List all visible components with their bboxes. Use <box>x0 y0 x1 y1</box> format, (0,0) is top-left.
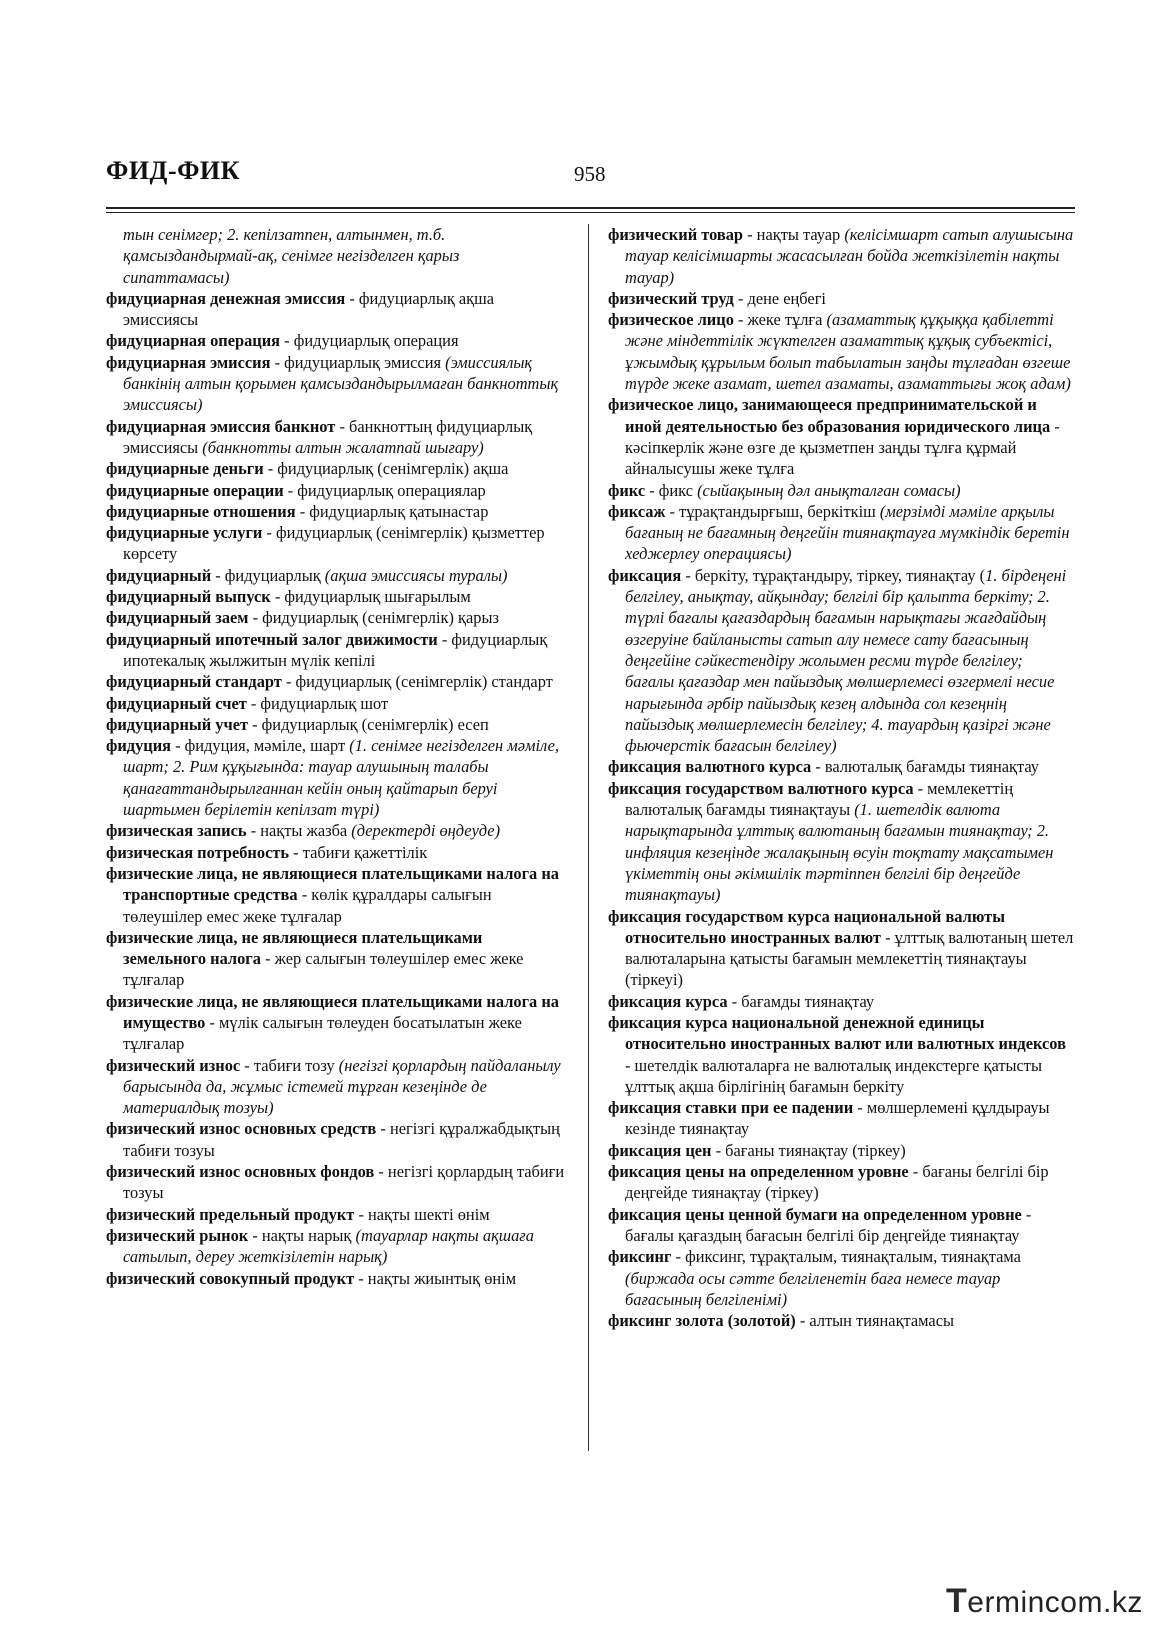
dictionary-entry <box>106 1204 568 1225</box>
entry-term: физическое лицо <box>608 310 734 330</box>
entry-translation: - бағамды тиянақтау <box>727 991 875 1011</box>
entry-translation: - фиксинг, тұрақталым, тиянақталым, тиянақтама <box>671 1247 1021 1267</box>
entry-note: (негізгі қорлардың пайдаланылу барысында да, жұмыс істемей тұрған кезеңінде де материалдық тозуы) <box>123 1055 561 1118</box>
dictionary-entry <box>106 863 568 927</box>
dictionary-entry <box>106 820 568 841</box>
entry-translation: - мемлекеттің валюталық бағамды тиянақтауы <box>625 778 1014 820</box>
dictionary-entry <box>106 288 568 331</box>
watermark-logo-letter: T <box>946 1582 968 1620</box>
dictionary-entry <box>608 480 1074 501</box>
entry-translation: - фидуциарлық шот <box>246 693 389 713</box>
entry-translation: - табиғи қажеттілік <box>289 842 428 862</box>
entry-translation: - фидуциарлық операция <box>280 331 459 351</box>
entry-term: фидуциарный <box>106 565 212 585</box>
entry-note: (азаматтық құқыққа қабілетті және міндеттілік жүктелген азаматтық құқық субъектісі, ұжымдық құрылым болып табылатын заңды тұлғадан өзгеше түрде жеке азамат, шетел азаматы, азаматтығы жоқ адам) <box>625 310 1071 394</box>
entry-translation: - ұлттық валютаның шетел валюталарына қатысты бағамын мемлекеттің тиянақтауы (тіркеуі) <box>625 927 1074 990</box>
entry-note: тын сенімгер; 2. кепілзатпен, алтынмен, т.б. қамсыздандырмай-ақ, сенімге негізделген қарыз сипаттамасы) <box>123 225 460 287</box>
dictionary-entry <box>608 1140 1074 1161</box>
entry-term: фиксация государством валютного курса <box>608 778 914 798</box>
dictionary-entry <box>106 352 568 416</box>
entry-term: фиксация ставки при ее падении <box>608 1098 854 1118</box>
entry-term: фидуциарные операции <box>106 480 284 500</box>
entry-note: (эмиссиялық банкінің алтын қорымен қамсыздандырылмаған банкноттық эмиссиясы) <box>123 352 559 415</box>
entry-translation: - фидуциарлық (сенімгерлік) қарыз <box>248 608 499 628</box>
entry-term: фидуциарная эмиссия <box>106 352 271 372</box>
entry-translation: - фидуциарлық қатынастар <box>295 501 489 521</box>
entry-translation: - фидуциарлық операциялар <box>283 480 486 500</box>
dictionary-entry <box>106 927 568 991</box>
entry-term: фиксация цен <box>608 1140 712 1160</box>
entry-term: фиксация курса национальной денежной единицы относительно иностранных валют или валютных индексов <box>608 1012 1066 1054</box>
header-rule-thin <box>106 212 1075 213</box>
dictionary-entry <box>106 629 568 672</box>
dictionary-entry <box>608 991 1074 1012</box>
dictionary-entry <box>106 735 568 820</box>
dictionary-entry <box>608 1161 1074 1204</box>
entry-translation: - бағаны белгілі бір деңгейде тиянақтау (тіркеу) <box>625 1162 1049 1203</box>
entry-translation: - фидуциарлық эмиссия <box>270 352 446 372</box>
entry-term: фиксация курса <box>608 991 728 1011</box>
dictionary-entry <box>106 1225 568 1268</box>
dictionary-entry <box>608 501 1074 565</box>
dictionary-entry <box>608 1012 1074 1097</box>
column-divider <box>588 224 589 1451</box>
entry-translation: - бағаны тиянақтау (тіркеу) <box>711 1140 906 1160</box>
entry-note: 1. бірдеңені белгілеу, анықтау, айқындау; белгілі бір қалыпта беркіту; 2. түрлі бағалы қағаздардың бағамын нарықтағы жағдайдың өзгеруіне байланысты сатып алу немесе сату бағасының деңгейіне сәйкестендіру жолымен ресми түрде белгілеу; бағалы қағаздар мен пайыздық мөлшерлемесі өзгермелі несие нарығында әрбір пайыздық кезең алдында сол кезеңнің пайыздық мөлшерлемесін белгілеу; 4. тауардың қазіргі және фьючерстік бағасын белгілеу) <box>625 565 1067 756</box>
entry-translation: - жеке тұлға <box>733 310 827 330</box>
entry-term: фидуциарный выпуск <box>106 587 271 607</box>
watermark-text: ermincom <box>967 1586 1103 1619</box>
site-watermark <box>946 1582 1143 1621</box>
entry-translation: - негізгі құралжабдықтың табиғи тозуы <box>123 1119 560 1160</box>
page-number: 958 <box>574 162 606 186</box>
entry-note: (келісімшарт сатып алушысына тауар келісімшарты жасасылған бойда жеткізілетін нақты тауар) <box>625 225 1074 287</box>
entry-note: (1. шетелдік валюта нарықтарында ұлттық валютаның бағамын тиянақтау; 2. инфляция кезеңінде жалақының өсуін тоқтату мақсатымен үкіметтің оны әкімшілік тәртіппен белгілі бір деңгейде тиянақтауы) <box>625 800 1054 905</box>
dictionary-entry <box>106 330 568 351</box>
entry-translation: - валюталық бағамды тиянақтау <box>811 757 1040 777</box>
entry-term: физический износ основных средств <box>106 1119 377 1139</box>
entry-translation: - фикс <box>645 480 698 500</box>
dictionary-entry <box>106 671 568 692</box>
entry-term: фиксинг <box>608 1247 672 1267</box>
dictionary-entry <box>106 501 568 522</box>
entry-term: физические лица, не являющиеся плательщиками земельного налога <box>106 927 483 969</box>
dictionary-entry <box>608 309 1074 394</box>
entry-translation: - бағалы қағаздың бағасын белгілі бір деңгейде тиянақтау <box>625 1204 1032 1245</box>
dictionary-entry <box>608 1097 1074 1140</box>
entry-term: фидуциарный счет <box>106 693 247 713</box>
dictionary-entry <box>106 1055 568 1119</box>
entry-term: физический труд <box>608 288 734 308</box>
entry-term: фидуциарная операция <box>106 331 281 351</box>
entry-translation: - фидуциарлық шығарылым <box>270 587 471 607</box>
entry-note: (биржада осы сәтте белгіленетін баға немесе тауар бағасының белгіленімі) <box>625 1268 1001 1309</box>
entry-term: фиксация государством курса национальной валюты относительно иностранных валют <box>608 906 1005 947</box>
dictionary-entry <box>106 416 568 459</box>
entry-translation: - беркіту, тұрақтандыру, тіркеу, тиянақтау ( <box>681 565 986 585</box>
entry-translation: - нақты тауар <box>743 225 845 244</box>
entry-translation: - фидуциарлық (сенімгерлік) есеп <box>248 714 489 734</box>
dictionary-entry <box>106 1268 568 1289</box>
dictionary-entry <box>106 480 568 501</box>
dictionary-entry <box>106 224 568 288</box>
entry-term: фидуциарный заем <box>106 608 249 628</box>
entry-translation: - банкноттың фидуциарлық эмиссиясы <box>123 416 533 457</box>
entry-term: физические лица, не являющиеся плательщиками налога на имущество <box>106 991 559 1032</box>
watermark-domain: .kz <box>1102 1586 1143 1619</box>
entry-term: фидуциарные деньги <box>106 459 264 479</box>
entry-translation: - фидуциарлық ипотекалық жылжитын мүлік кепілі <box>123 629 548 670</box>
entry-translation: - фидуциарлық (сенімгерлік) стандарт <box>281 672 553 692</box>
entry-term: фидуциарный ипотечный залог движимости <box>106 629 438 649</box>
dictionary-entry <box>106 586 568 607</box>
dictionary-entry <box>608 288 1074 309</box>
dictionary-entry <box>106 522 568 565</box>
entry-translation: - нақты шекті өнім <box>354 1204 490 1224</box>
entry-note: (сыйақының дәл анықталған сомасы) <box>697 480 961 500</box>
entry-term: физическая запись <box>106 821 247 841</box>
dictionary-entry <box>106 714 568 735</box>
entry-translation: - алтын тиянақтамасы <box>795 1311 954 1331</box>
entry-term: физический товар <box>608 225 744 244</box>
dictionary-entry <box>608 394 1074 479</box>
entry-note: (мерзімді мәміле арқылы бағаның не бағамның деңгейін тиянақтауға мүмкіндік беретін хеджерлеу операциясы) <box>625 501 1070 564</box>
entry-term: фиксация цены на определенном уровне <box>608 1162 909 1182</box>
entry-translation: - фидуциарлық (сенімгерлік) қызметтер көрсету <box>123 523 545 564</box>
dictionary-entry <box>106 991 568 1055</box>
entry-translation: - фидуциарлық <box>211 565 325 585</box>
entry-term: фидуциарная денежная эмиссия <box>106 288 346 308</box>
dictionary-entry <box>608 224 1074 288</box>
dictionary-entry <box>106 607 568 628</box>
entry-term: фиксаж <box>608 501 666 521</box>
entry-term: фиксация цены ценной бумаги на определенном уровне <box>608 1204 1022 1224</box>
entry-translation: - шетелдік валюталарға не валюталық индекстерге қатысты ұлттық ақша бірлігінің бағамын беркіту <box>625 1055 1042 1096</box>
dictionary-entry <box>608 778 1074 906</box>
entry-translation: - кәсіпкерлік және өзге де қызметпен заңды тұлға құрмай айналысушы жеке тұлға <box>625 416 1060 479</box>
entry-translation: - мүлік салығын төлеуден босатылатын жеке тұлғалар <box>123 1012 522 1054</box>
entry-translation: - фидуция, мәміле, шарт <box>171 736 350 756</box>
entry-term: фикс <box>608 480 646 500</box>
entry-note: (тауарлар нақты ақшаға сатылып, дереу жеткізілетін нарық) <box>123 1225 534 1267</box>
entry-term: физическая потребность <box>106 842 290 862</box>
entry-term: физический предельный продукт <box>106 1204 355 1224</box>
entry-term: физические лица, не являющиеся плательщиками налога на транспортные средства <box>106 863 559 905</box>
entry-term: физический рынок <box>106 1225 249 1245</box>
entry-term: фидуциарный стандарт <box>106 672 282 692</box>
header-rule <box>106 207 1075 209</box>
entry-term: фидуция <box>106 736 172 756</box>
dictionary-entry <box>106 693 568 714</box>
entry-term: физический совокупный продукт <box>106 1268 355 1288</box>
entry-translation: - табиғи тозу <box>240 1055 339 1075</box>
entry-translation: - нақты нарық <box>248 1225 356 1245</box>
entry-term: физический износ <box>106 1055 241 1075</box>
entry-term: фидуциарные отношения <box>106 501 296 521</box>
entry-term: фиксация <box>608 565 682 585</box>
dictionary-entry <box>106 1118 568 1161</box>
dictionary-entry <box>608 1310 1074 1331</box>
dictionary-entry <box>608 1204 1074 1247</box>
entry-translation: - тұрақтандырғыш, беркіткіш <box>665 501 880 521</box>
entry-translation: - негізгі қорлардың табиғи тозуы <box>123 1162 565 1203</box>
entry-translation: - нақты жазба <box>246 821 352 841</box>
entry-translation: - көлік құралдары салығын төлеушілер емес жеке тұлғалар <box>123 885 492 926</box>
dictionary-entry <box>106 1161 568 1204</box>
dictionary-entry <box>608 906 1074 991</box>
entry-term: фидуциарный учет <box>106 714 249 734</box>
entry-translation: - мөлшерлемені құлдырауы кезінде тиянақтау <box>625 1098 1050 1139</box>
entry-translation: - нақты жиынтық өнім <box>354 1268 517 1288</box>
entry-note: (банкнотты алтын жалатпай шығару) <box>202 437 484 457</box>
dictionary-entry <box>608 1246 1074 1310</box>
entry-term: фиксация валютного курса <box>608 757 812 777</box>
running-header: ФИД-ФИК <box>106 156 241 185</box>
dictionary-entry <box>608 756 1074 777</box>
entry-term: фидуциарная эмиссия банкнот <box>106 416 336 436</box>
entry-note: (1. сенімге негізделген мәміле, шарт; 2. Рим құқығында: тауар алушының талабы қанағаттандырылғаннан кейін оның қайтарып беруі шартымен берілетін кепілзат түрі) <box>123 736 559 820</box>
entry-note: (деректерді өңдеуде) <box>351 821 501 841</box>
entry-term: фиксинг золота (золотой) <box>608 1311 796 1331</box>
entry-term: фидуциарные услуги <box>106 523 263 543</box>
left-column <box>106 224 568 1289</box>
entry-term: физический износ основных фондов <box>106 1162 375 1182</box>
right-column <box>608 224 1074 1331</box>
entry-note: (ақша эмиссиясы туралы) <box>324 565 508 585</box>
entry-translation: - фидуциарлық (сенімгерлік) ақша <box>263 459 509 479</box>
dictionary-entry <box>106 565 568 586</box>
entry-translation: - жер салығын төлеушілер емес жеке тұлғалар <box>123 949 524 990</box>
entry-translation: - фидуциарлық ақша эмиссиясы <box>123 288 495 330</box>
dictionary-entry <box>106 458 568 479</box>
entry-translation: - дене еңбегі <box>733 288 826 308</box>
dictionary-entry <box>106 842 568 863</box>
dictionary-entry <box>608 565 1074 757</box>
entry-term: физическое лицо, занимающееся предпринимательской и иной деятельностью без образования юридического лица <box>608 395 1051 436</box>
